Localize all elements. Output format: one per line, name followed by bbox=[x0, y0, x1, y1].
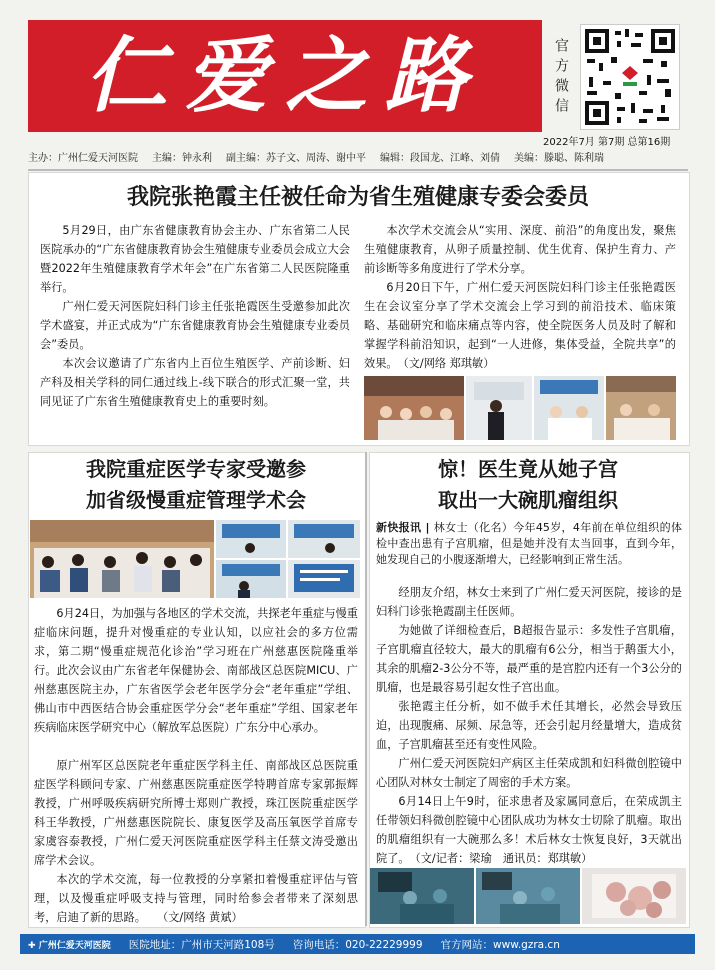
masthead-banner bbox=[28, 20, 542, 132]
article-3-lead-text: 林女士（化名）今年45岁，4年前在单位组织的体检中查出患有子宫肌瘤，但是她并没有太当回事，直到今年，她发现自己的小腹逐渐增大，已经影响到正常生活。 bbox=[376, 521, 682, 566]
column-divider bbox=[365, 452, 367, 926]
article-1-paragraph: 本次会议邀请了广东省内上百位生殖医学、产前诊断、妇产科及相关学科的同仁通过线上-线下联合的形式汇聚一堂，共同见证了广东省生殖健康教育史上的重要时刻。 bbox=[40, 357, 350, 408]
footer-phone: 咨询电话：020-22229999 bbox=[292, 938, 423, 951]
footer-logo bbox=[28, 938, 111, 951]
article-3-headline-line-1: 惊！医生竟从她子宫 bbox=[438, 457, 618, 481]
article-1-paragraph: 本次学术交流会从“实用、深度、前沿”的角度出发，聚焦生殖健康教育，从卵子质量控制、优生优育、保护生育力、产前诊断等多角度进行了学术分享。 bbox=[364, 224, 676, 275]
masthead-title: 仁爱之路 bbox=[85, 28, 485, 124]
credit-deputy-editors: 副主编：苏子文、周涛、谢中平 bbox=[226, 153, 366, 164]
article-1-paragraph: 广州仁爱天河医院妇科门诊主任张艳霞医生受邀参加此次学术盛宴，并正式成为“广东省健康教育协会生殖健康专业委员会”委员。 bbox=[40, 300, 350, 351]
article-1-photos bbox=[364, 376, 676, 440]
credit-editors: 编辑：段国龙、江峰、刘倩 bbox=[380, 153, 500, 164]
article-2-photo-strip bbox=[30, 520, 360, 598]
hospital-logo-icon: ✚ bbox=[28, 940, 39, 951]
qr-code-icon bbox=[580, 24, 680, 130]
article-3-paragraph: 6月14日上午9时，征求患者及家属同意后，在荣成凯主任带领妇科微创腔镜中心团队成功为林女士切除了肌瘤。取出的肌瘤组织有一大碗那么多！术后林女士恢复良好，3天就出院了。 （文/记者：梁瑜 通讯员：郑琪敏） bbox=[376, 795, 682, 865]
article-3-lead-tag: 新快报讯 | bbox=[376, 521, 434, 534]
article-3-photo-strip bbox=[370, 868, 686, 924]
article-1-photo-strip bbox=[364, 376, 676, 440]
article-1-paragraph: 6月20日下午，广州仁爱天河医院妇科门诊主任张艳霞医生在会议室分享了学术交流会上学习到的前沿技术、临床策略、基础研究和临床痛点等内容，使全院医务人员及时了解和掌握学科前沿知识，起到“一人进修，集体受益，全院共享”的效果。 （文/网络 郑琪敏） bbox=[364, 281, 676, 370]
article-2-headline-line-1: 我院重症医学专家受邀参 bbox=[86, 457, 306, 481]
footer-address: 医院地址：广州市天河路108号 bbox=[128, 938, 275, 951]
issue-info: 2022年7月 第7期 总第16期 bbox=[543, 137, 671, 148]
qr-code-graphic bbox=[581, 25, 679, 129]
article-3-paragraph: 经朋友介绍，林女士来到了广州仁爱天河医院，接诊的是妇科门诊张艳霞副主任医师。 bbox=[376, 586, 682, 618]
footer-website: 官方网站：www.gzra.cn bbox=[440, 938, 560, 951]
footer-logo-text: 广州仁爱天河医院 bbox=[38, 940, 111, 951]
credit-sponsor: 主办：广州仁爱天河医院 bbox=[28, 153, 138, 164]
article-1-paragraph: 5月29日，由广东省健康教育协会主办、广东省第二人民医院承办的“广东省健康教育协会生殖健康专业委员会成立大会暨2022年生殖健康教育学术年会”在广东省第二人民医院隆重举行。 bbox=[40, 224, 350, 294]
credit-chief-editor: 主编：钟永利 bbox=[152, 153, 212, 164]
article-2-photos bbox=[30, 520, 360, 598]
article-3-lead bbox=[376, 520, 682, 568]
article-2-paragraph: 6月24日，为加强与各地区的学术交流，共探老年重症与慢重症临床问题，提升对慢重症的专业认知，以应社会的多方位需求，第二期“慢重症规范化诊治”学习班在广州慈惠医院隆重举行。此次会议由广东省老年保健协会、南部战区总医院MICU、广州慈惠医院主办，广东省医学会老年医学分会“老年重症”学组、佛山市中西医结合协会重症医学分会“老年重症”学组、国家老年疾病临床医学研究中心（解放军总医院）广东分中心承办。 bbox=[34, 607, 358, 734]
footer-bar bbox=[20, 934, 695, 954]
article-2-headline-line-2: 加省级慢重症管理学术会 bbox=[86, 488, 306, 512]
article-2-paragraph: 原广州军区总医院老年重症医学科主任、南部战区总医院重症医学科顾问专家、广州慈惠医院重症医学特聘首席专家郭振辉教授，广州呼吸疾病研究所博士郑则广教授，珠江医院重症医学科王华教授，广州慈惠医院院长、康复医学及高压氧医学首席专家虞容泰教授，广州仁爱天河医院重症医学科主任蔡文涛受邀出席学术会议。 bbox=[34, 759, 358, 867]
article-3-headline-line-2: 取出一大碗肌瘤组织 bbox=[438, 488, 618, 512]
article-3-paragraph: 张艳霞主任分析，如不做手术任其增长，必然会导致压迫，出现腹痛、尿频、尿急等，还会引起月经量增大，造成贫血，子宫肌瘤甚至还有变性风险。 bbox=[376, 700, 682, 751]
article-3-paragraph: 为她做了详细检查后，B超报告显示：多发性子宫肌瘤，子宫肌瘤直径较大，最大的肌瘤有6公分，相当于鹅蛋大小，其余的肌瘤2-3公分不等，最严重的是宫腔内还有一个3公分的肌瘤，也是最容易引起女性子宫出血。 bbox=[376, 624, 682, 694]
article-3-paragraph: 广州仁爱天河医院妇产病区主任荣成凯和妇科微创腔镜中心团队对林女士制定了周密的手术方案。 bbox=[376, 757, 682, 789]
official-wechat-label: 官方微信 bbox=[553, 38, 569, 118]
credits-bar bbox=[28, 149, 688, 171]
article-3-photos bbox=[370, 868, 686, 924]
article-2-paragraph: 本次的学术交流，每一位教授的分享紧扣着慢重症评估与管理，以及慢重症呼吸支持与管理，同时给参会者带来了深刻思考，启迪了新的思路。 （文/网络 黄斌） bbox=[34, 873, 358, 924]
credit-designers: 美编：滕聪、陈利瑞 bbox=[514, 153, 604, 164]
article-1-headline: 我院张艳霞主任被任命为省生殖健康专委会委员 bbox=[126, 185, 589, 210]
